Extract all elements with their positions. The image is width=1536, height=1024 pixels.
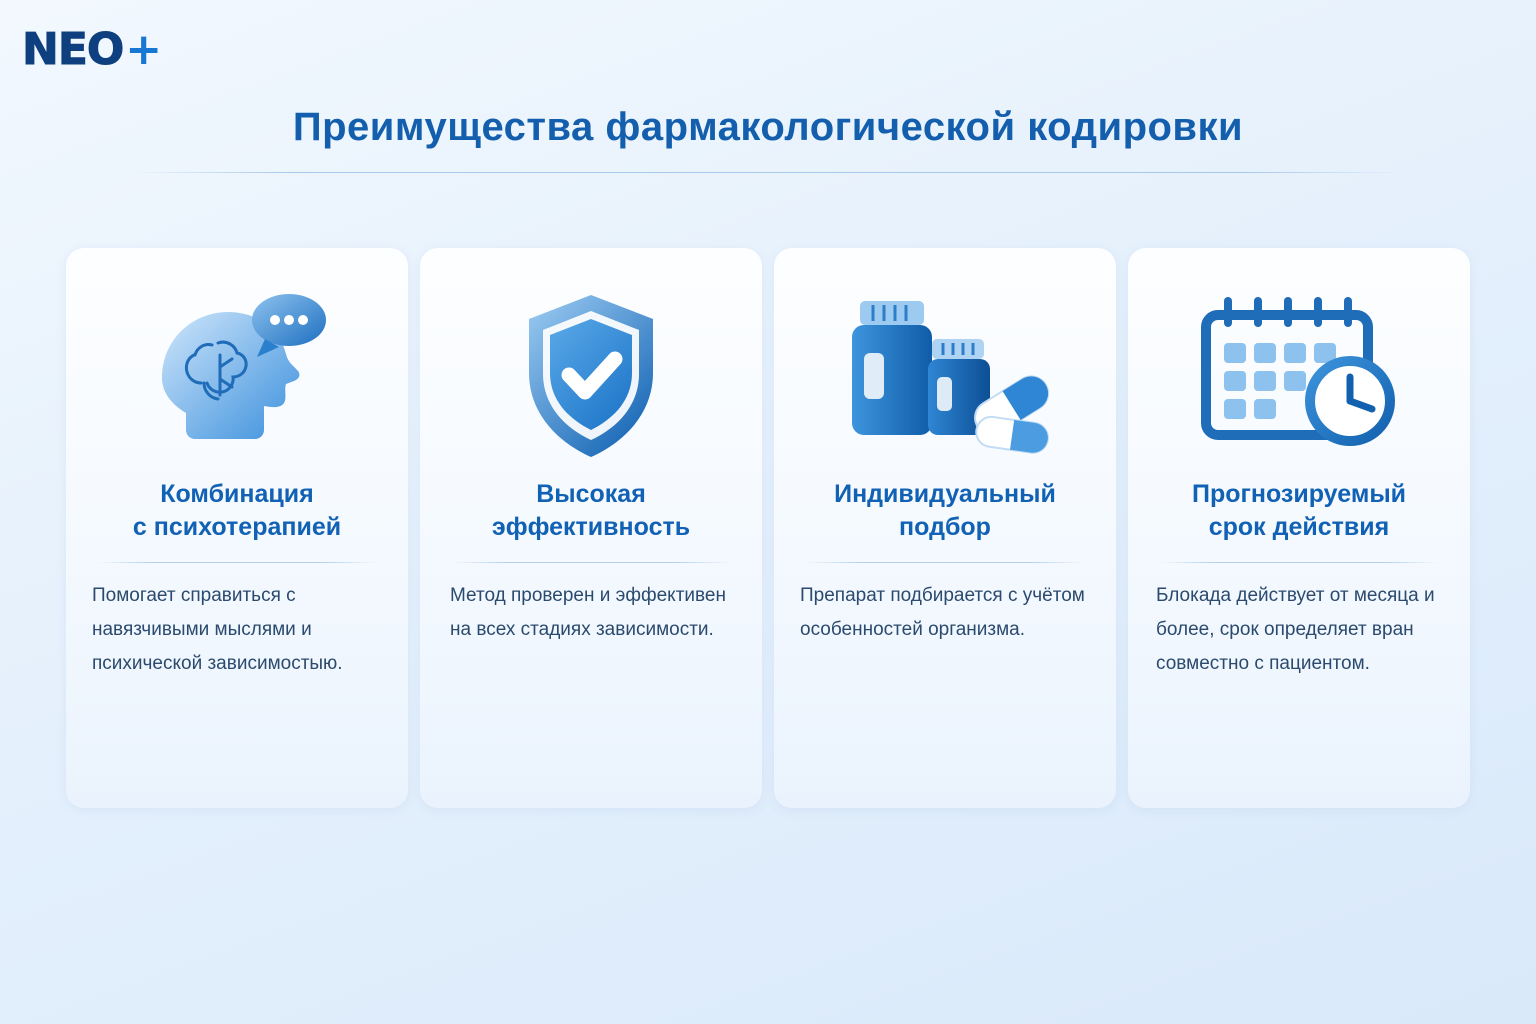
card-title-line1: Прогнозируемый bbox=[1191, 480, 1407, 508]
card-title-line1: Высокая bbox=[536, 480, 646, 508]
card-title bbox=[492, 478, 690, 548]
card-title-line2: с психотерапией bbox=[132, 512, 342, 541]
benefits-card-list bbox=[66, 248, 1470, 808]
card-title bbox=[834, 478, 1056, 548]
page-header bbox=[0, 105, 1536, 173]
logo-plus-icon: + bbox=[125, 24, 163, 75]
medicine-bottles-capsule-icon bbox=[800, 278, 1090, 478]
card-description: Помогает справиться с навязчивыми мыслями и психической зависимостыю. bbox=[92, 585, 343, 674]
card-title-line2: эффективность bbox=[491, 512, 691, 541]
card-description: Метод проверен и эффективен на всех стадиях зависимости. bbox=[450, 585, 726, 640]
card-divider bbox=[97, 562, 377, 563]
benefit-card-psychotherapy bbox=[66, 248, 408, 808]
logo-text: NEO bbox=[22, 24, 124, 75]
card-title-line1: Комбинация bbox=[160, 480, 314, 508]
page-title: Преимущества фармакологической кодировки bbox=[292, 105, 1244, 149]
card-title-line2: срок действия bbox=[1208, 512, 1390, 541]
card-divider bbox=[451, 562, 731, 563]
card-title bbox=[133, 478, 341, 548]
calendar-clock-icon bbox=[1154, 278, 1444, 478]
card-description: Блокада действует от месяца и более, срок определяет вран совместно с пациентом. bbox=[1156, 585, 1435, 674]
benefit-card-effectiveness bbox=[420, 248, 762, 808]
title-divider bbox=[133, 172, 1403, 173]
card-divider bbox=[1159, 562, 1439, 563]
brand-logo bbox=[22, 22, 162, 78]
card-divider bbox=[805, 562, 1085, 563]
card-title-line1: Индивидуальный bbox=[834, 480, 1056, 508]
benefit-card-duration bbox=[1128, 248, 1470, 808]
head-brain-speech-bubble-icon bbox=[92, 278, 382, 478]
card-title bbox=[1192, 478, 1406, 548]
card-title-line2: подбор bbox=[899, 512, 991, 541]
card-description: Препарат подбирается с учётом особенностей организма. bbox=[800, 585, 1085, 640]
benefit-card-individual-selection bbox=[774, 248, 1116, 808]
shield-check-icon bbox=[446, 278, 736, 478]
